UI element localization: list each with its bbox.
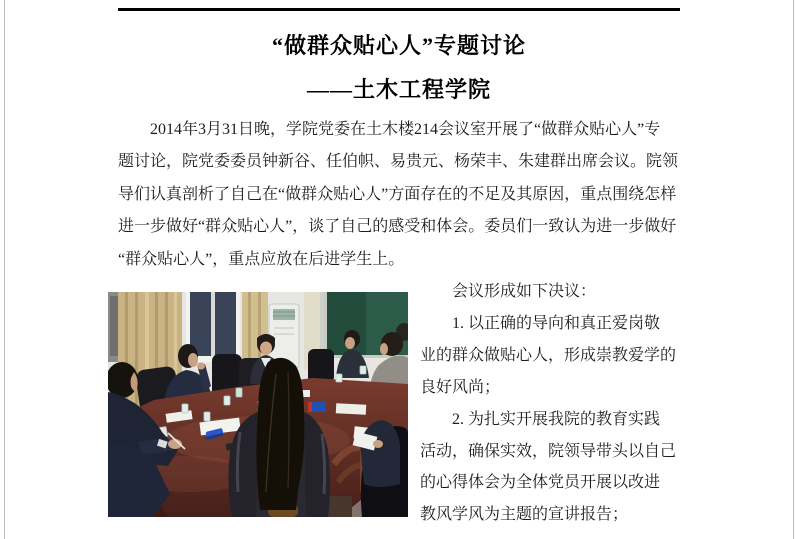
resolution-line: 良好风尚； (420, 378, 501, 396)
intro-line: 2014年3月31日晚，学院党委在土木楼214会议室开展了“做群众贴心人”专 (150, 121, 661, 138)
intro-line: 题讨论，院党委委员钟新谷、任伯帜、易贵元、杨荣丰、朱建群出席会议。院领 (118, 153, 679, 171)
resolution-line: 活动，确保实效，院领导带头以自己 (420, 442, 677, 460)
page-right-edge (793, 0, 794, 539)
resolution-paragraphs (420, 276, 680, 531)
intro-paragraph (118, 114, 680, 276)
header-rule (118, 8, 680, 11)
resolution-line: 会议形成如下决议： (452, 283, 597, 301)
page-title: “做群众贴心人”专题讨论 (271, 33, 526, 58)
resolution-line: 1. 以正确的导向和真正爱岗敬 (452, 314, 661, 332)
page-subtitle: ——土木工程学院 (306, 77, 491, 102)
intro-line: 导们认真剖析了自己在“做群众贴心人”方面存在的不足及其原因，重点围绕怎样 (118, 185, 677, 203)
resolution-line: 业的群众做贴心人，形成崇教爱学的 (420, 346, 677, 364)
intro-line: “群众贴心人”，重点应放在后进学生上。 (118, 250, 405, 268)
resolution-line: 2. 为扎实开展我院的教育实践 (452, 410, 661, 428)
photo-and-text-row (118, 276, 680, 531)
meeting-room-photo (108, 292, 408, 517)
meeting-photo-illustration (108, 292, 408, 517)
resolution-line: 教风学风为主题的宣讲报告； (420, 506, 629, 524)
document-content (118, 0, 680, 531)
page-left-edge (4, 0, 5, 539)
resolution-line: 的心得体会为全体党员开展以改进 (420, 474, 661, 492)
intro-line: 进一步做好“群众贴心人”，谈了自己的感受和体会。委员们一致认为进一步做好 (118, 218, 677, 236)
